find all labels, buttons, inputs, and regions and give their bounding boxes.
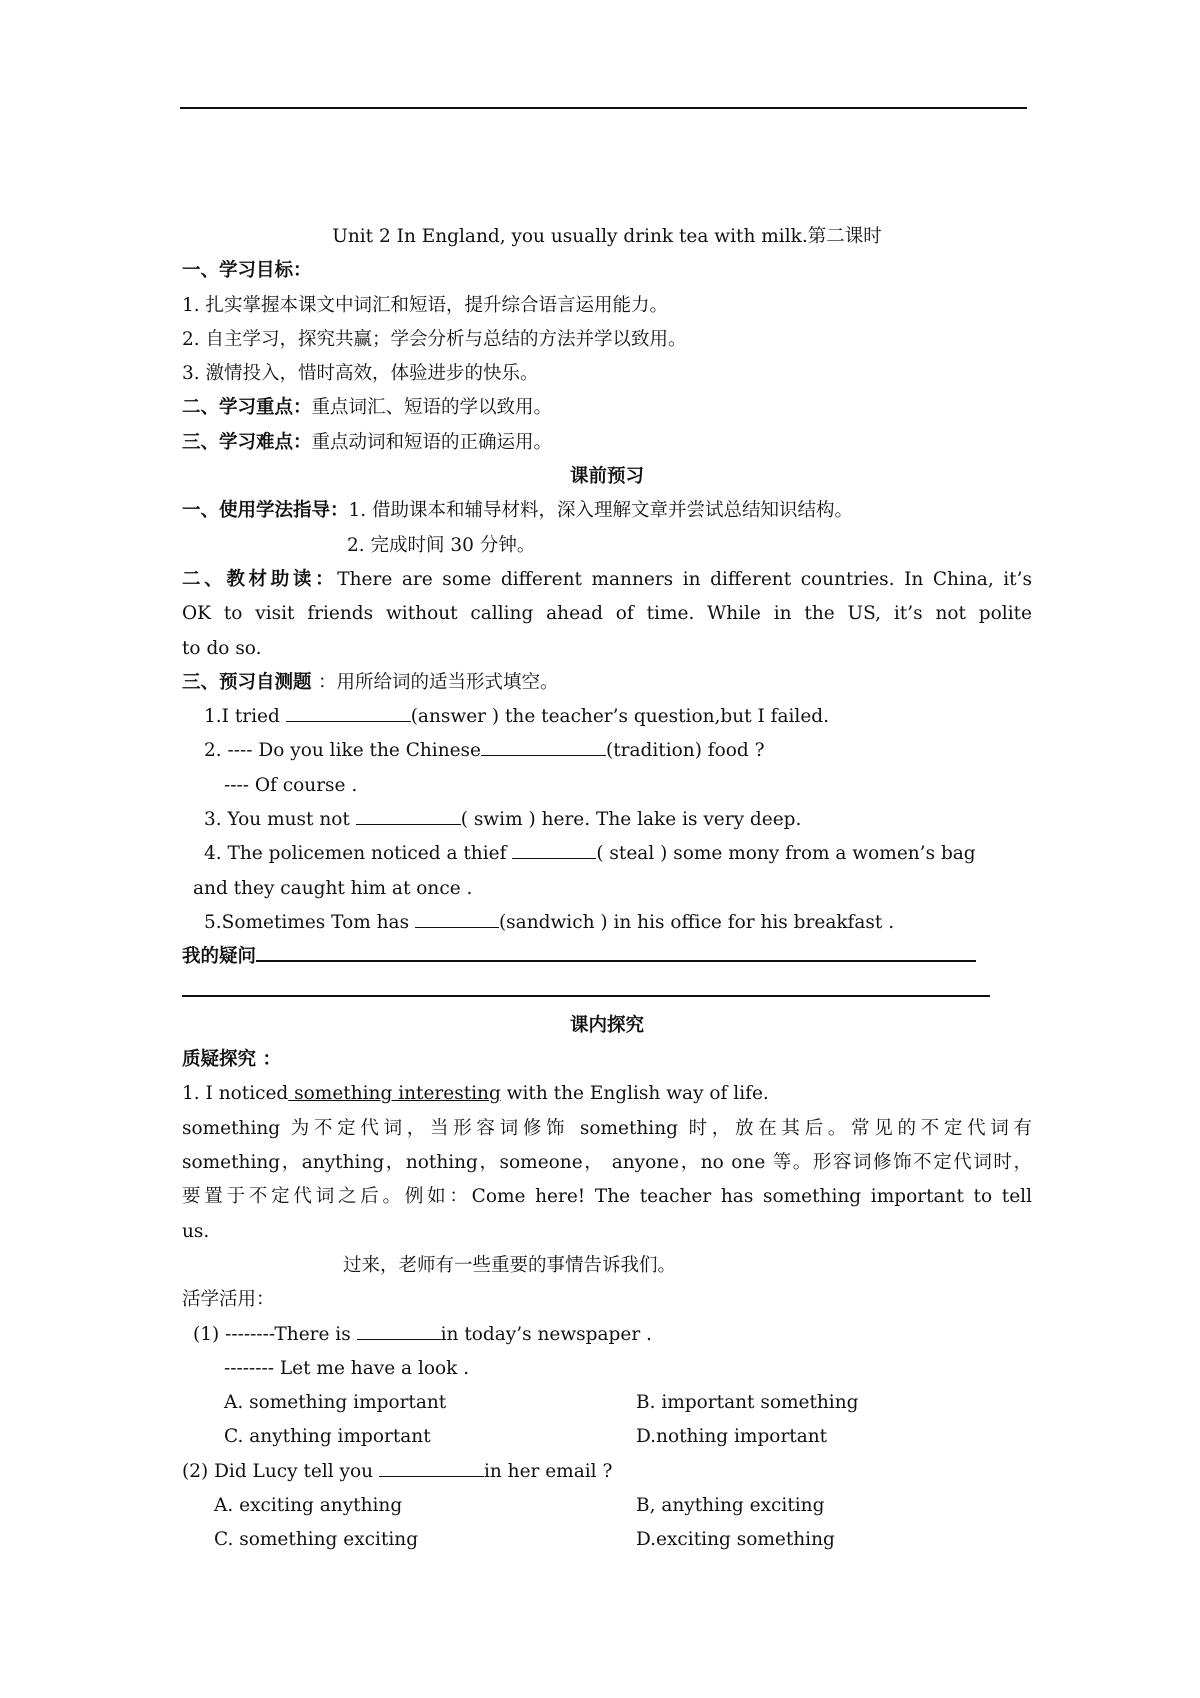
- question-text: (tradition) food ?: [606, 740, 765, 762]
- self-test-instruction: ：用所给词的适当形式填空。: [317, 671, 559, 693]
- reading-line: OK to visit friends without calling ahead of time. While in the US, it’s not polite: [182, 603, 1032, 625]
- answer-blank[interactable]: [512, 842, 596, 859]
- goal-item: 1. 扎实掌握本课文中词汇和短语，提升综合语言运用能力。: [182, 294, 669, 316]
- question-4: [182, 837, 1032, 871]
- difficulties-heading: 三、学习难点：: [182, 431, 312, 453]
- document-title: Unit 2 In England, you usually drink tea with milk.第二课时: [332, 226, 882, 247]
- key-points-heading: 二、学习重点：: [182, 397, 312, 419]
- practice-1-reply: -------- Let me have a look .: [224, 1357, 470, 1379]
- answer-blank[interactable]: [286, 705, 411, 722]
- reading-text: There are some different manners in different countries. In China, it’s: [337, 568, 1032, 590]
- question-2: [182, 734, 1032, 768]
- option[interactable]: D.nothing important: [636, 1426, 828, 1448]
- my-questions-blank[interactable]: [182, 977, 990, 997]
- practice-heading: 活学活用：: [182, 1289, 275, 1311]
- question-text: (sandwich ) in his office for his breakfast .: [498, 911, 895, 933]
- answer-blank[interactable]: [379, 1460, 484, 1477]
- my-questions: [182, 940, 1032, 974]
- question-text: 2. ---- Do you like the Chinese: [204, 740, 481, 762]
- question-text: ( steal ) some mony from a women’s bag: [596, 843, 976, 865]
- option[interactable]: A. something important: [224, 1392, 447, 1414]
- option[interactable]: B, anything exciting: [636, 1494, 825, 1516]
- option-row: [182, 1386, 1032, 1420]
- question-3: [182, 803, 1032, 837]
- my-questions-line: [182, 975, 1032, 1009]
- self-test-heading: 三、预习自测题: [182, 671, 318, 693]
- answer-blank[interactable]: [415, 911, 499, 928]
- answer-blank[interactable]: [357, 1323, 441, 1340]
- difficulties-text: 重点动词和短语的正确运用。: [311, 431, 553, 453]
- preview-heading: 课前预习: [569, 466, 644, 488]
- option[interactable]: D.exciting something: [636, 1529, 835, 1551]
- example-text: 1. I noticed: [182, 1083, 289, 1105]
- method-guide-item: 1. 借助课本和辅导材料，深入理解文章并尝试总结知识结构。: [348, 500, 854, 522]
- question-text: 4. The policemen noticed a thief: [204, 843, 513, 865]
- question-1: [182, 700, 1032, 734]
- my-questions-label: 我的疑问: [182, 946, 257, 968]
- method-guide-heading: 一、使用学法指导：: [182, 500, 349, 522]
- goals-heading: 一、学习目标：: [182, 260, 312, 282]
- example-text: with the English way of life.: [500, 1083, 769, 1105]
- document-body: [182, 220, 1032, 1558]
- option[interactable]: C. something exciting: [214, 1529, 419, 1551]
- option[interactable]: B. important something: [636, 1392, 859, 1414]
- question-5: [182, 906, 1032, 940]
- question-text: (1) --------There is: [193, 1323, 357, 1345]
- example-underlined: something interesting: [288, 1083, 501, 1105]
- difficulties: [182, 426, 1032, 460]
- self-test: [182, 666, 1032, 700]
- my-questions-blank[interactable]: [256, 942, 976, 962]
- option-row: [182, 1420, 1032, 1454]
- explanation-line: 要置于不定代词之后。例如：Come here! The teacher has something important to tell: [182, 1186, 1032, 1208]
- inclass-heading: 课内探究: [569, 1014, 644, 1036]
- question-text: 1.I tried: [204, 706, 286, 728]
- option-row: [182, 1523, 1032, 1557]
- inquiry-heading: 质疑探究 ：: [182, 1049, 281, 1071]
- question-text: (answer ) the teacher’s question,but I failed.: [410, 706, 830, 728]
- reading-line: [182, 563, 1032, 597]
- option-row: [182, 1489, 1032, 1523]
- answer-blank[interactable]: [356, 808, 461, 825]
- practice-1: [182, 1318, 1032, 1352]
- question-4-cont: and they caught him at once .: [193, 877, 473, 899]
- option[interactable]: A. exciting anything: [214, 1494, 403, 1516]
- explanation-line: something，anything，nothing，someone， anyone，no one 等。形容词修饰不定代词时，: [182, 1152, 1032, 1174]
- question-text: 3. You must not: [204, 809, 356, 831]
- question-text: in her email ?: [483, 1460, 613, 1482]
- key-points-text: 重点词汇、短语的学以致用。: [311, 397, 553, 419]
- reading-line: to do so.: [182, 637, 262, 659]
- method-guide: [182, 494, 1032, 528]
- question-text: in today’s newspaper .: [440, 1323, 652, 1345]
- option[interactable]: C. anything important: [224, 1426, 431, 1448]
- question-text: (2) Did Lucy tell you: [182, 1460, 379, 1482]
- question-2-reply: ---- Of course .: [224, 774, 358, 796]
- practice-2: [182, 1455, 1032, 1489]
- key-points: [182, 391, 1032, 425]
- goal-item: 2. 自主学习，探究共赢；学会分析与总结的方法并学以致用。: [182, 328, 687, 350]
- example-sentence: [182, 1077, 1032, 1111]
- explanation-line: us.: [182, 1220, 210, 1242]
- question-text: 5.Sometimes Tom has: [204, 911, 415, 933]
- answer-blank[interactable]: [481, 739, 606, 756]
- goal-item: 3. 激情投入，惜时高效，体验进步的快乐。: [182, 363, 539, 385]
- question-text: ( swim ) here. The lake is very deep.: [460, 809, 802, 831]
- explanation-line: something 为不定代词，当形容词修饰 something 时，放在其后。常见的不定代词有: [182, 1117, 1032, 1139]
- example-translation: 过来，老师有一些重要的事情告诉我们。: [343, 1254, 677, 1276]
- method-guide-item: 2. 完成时间 30 分钟。: [347, 534, 536, 556]
- reading-heading: 二、教材助读：: [182, 568, 338, 590]
- header-rule: [180, 107, 1027, 109]
